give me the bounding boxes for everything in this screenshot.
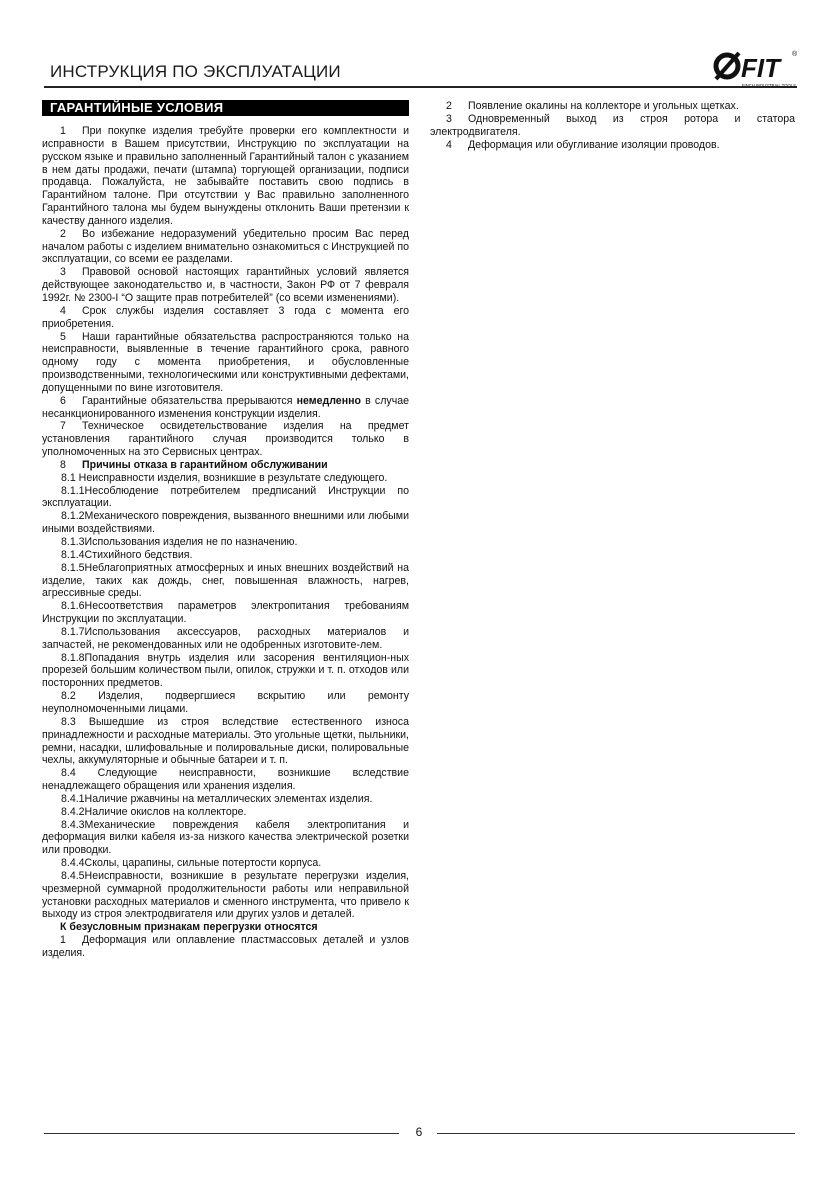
overload-heading: К безусловным признакам перегрузки относятся [60, 921, 318, 934]
logo-registered: ® [792, 51, 798, 58]
left-column [42, 100, 409, 960]
footer-divider-right [437, 1133, 795, 1134]
guarantee-item: 3 Правовой основой настоящих гарантийных условий является действующее законодательство и, в частности, Закон РФ от 7 февраля 1992г. № 2300-I “О защите прав потребителей” (со всеми изменениями). [42, 266, 409, 304]
sub-item: 8.1 Неисправности изделия, возникшие в результате следующего. [61, 471, 388, 484]
logo-text: FIT [741, 53, 780, 83]
sub-item: 8.4 Следующие неисправности, возникшие вследствие ненадлежащего обращения или хранения изделия. [42, 767, 409, 793]
sub-item: 8.1.3Использования изделия не по назначению. [61, 536, 298, 548]
guarantee-item: 6 Гарантийные обязательства прерываются немедленно в случае несанкционированного изменения конструкции изделия. [42, 394, 409, 420]
sub-item: 8.3 Вышедшие из строя вследствие естественного износа принадлежности и расходные материалы. Это угольные щетки, пыльники, ремни, насадки, шлифовальные и полировальные диски, полировальные чехлы, аккумуляторные и обычные батареи и т. п. [42, 715, 409, 767]
overload-item: 4 Деформация или обугливание изоляции проводов. [446, 138, 720, 151]
sub-item: 8.4.5Неисправности, возникшие в результате перегрузки изделия, чрезмерной суммарной продолжительности работы или неправильной установки расходных материалов и сменного инструмента, что привело к выходу из строя электродвигателя или других узлов и деталей. [42, 869, 409, 921]
section-title: ГАРАНТИЙНЫЕ УСЛОВИЯ [42, 100, 409, 116]
header-divider [44, 86, 797, 88]
footer-divider-left [44, 1133, 399, 1134]
sub-item: 8.4.3Механические повреждения кабеля электропитания и деформация вилки кабеля из-за низкого качества электрической розетки или проводки. [42, 818, 409, 857]
sub-item: 8.2 Изделия, подвергшиеся вскрытию или ремонту неуполномоченными лицами. [42, 690, 409, 715]
overload-item: 1 Деформация или оплавление пластмассовых деталей и узлов изделия. [42, 934, 409, 959]
sub-item: 8.1.2Механического повреждения, вызванного внешними или любыми иными воздействиями. [42, 510, 409, 536]
sub-item: 8.4.4Сколы, царапины, сильные потертости корпуса. [61, 857, 322, 870]
guarantee-item: 2 Во избежание недоразумений убедительно просим Вас перед началом работы с изделием внимательно ознакомиться с Инструкцией по эксплуатации, со всеми ее разделами. [42, 227, 409, 266]
sub-item: 8.4.1Наличие ржавчины на металлических элементах изделия. [61, 792, 373, 805]
sub-item: 8.1.7Использования аксессуаров, расходных материалов и запчастей, не рекомендованных или не одобренных изготовите-лем. [42, 625, 409, 651]
guarantee-item: 5 Наши гарантийные обязательства распространяются только на неисправности, выявленные в течение гарантийного срока, равного одному году с момента приобретения, и обусловленные производственными, технологическими или конструктивными дефектами, допущенными по вине изготовителя. [42, 330, 409, 394]
sub-item: 8.4.2Наличие окислов на коллекторе. [61, 805, 247, 818]
right-column [430, 100, 795, 151]
guarantee-item: 4 Срок службы изделия составляет 3 года с момента его приобретения. [42, 304, 409, 330]
overload-item: 2 Появление окалины на коллекторе и угольных щетках. [446, 100, 739, 112]
sub-item: 8.1.1Несоблюдение потребителем предписаний Инструкции по эксплуатации. [42, 484, 409, 510]
sub-item: 8.1.6Несоответствия параметров электропитания требованиям Инструкции по эксплуатации. [42, 600, 409, 626]
page-header-title: ИНСТРУКЦИЯ ПО ЭКСПЛУАТАЦИИ [50, 62, 341, 81]
logo-mark-icon [716, 53, 739, 79]
refusal-heading: 8 Причины отказа в гарантийном обслуживании [60, 458, 328, 471]
guarantee-item: 7 Техническое освидетельствование изделия на предмет установления гарантийного случая производится только в уполномоченных на это Сервисных центрах. [42, 420, 409, 459]
sub-item: 8.1.4Стихийного бедствия. [61, 548, 193, 561]
sub-item: 8.1.8Попадания внутрь изделия или засорения вентиляцион-ных прорезей большим количеством пыли, опилок, стружки и т. п. отходов или посторонних предметов. [42, 651, 409, 690]
fit-logo [712, 46, 800, 90]
page-number: 6 [415, 1125, 423, 1139]
sub-item: 8.1.5Неблагоприятных атмосферных и иных внешних воздействий на изделие, таких как дождь, снег, повышенная влажность, нагрев, агрессивные среды. [42, 561, 409, 600]
overload-item: 3 Одновременный выход из строя ротора и статора электродвигателя. [430, 112, 795, 138]
guarantee-item: 1 При покупке изделия требуйте проверки его комплектности и исправности в Вашем присутствии, Инструкцию по эксплуатации на русском языке и правильно заполненный Гарантийный талон с указанием в нем даты продажи, печати (штампа) торгующей организации, подписи продавца. Пожалуйста, не забывайте поставить свою подпись в Гарантийном талоне. При отсутствии у Вас правильно заполненного Гарантийного талона мы будем вынуждены отклонить Ваши претензии к качеству данного изделия. [42, 125, 409, 227]
